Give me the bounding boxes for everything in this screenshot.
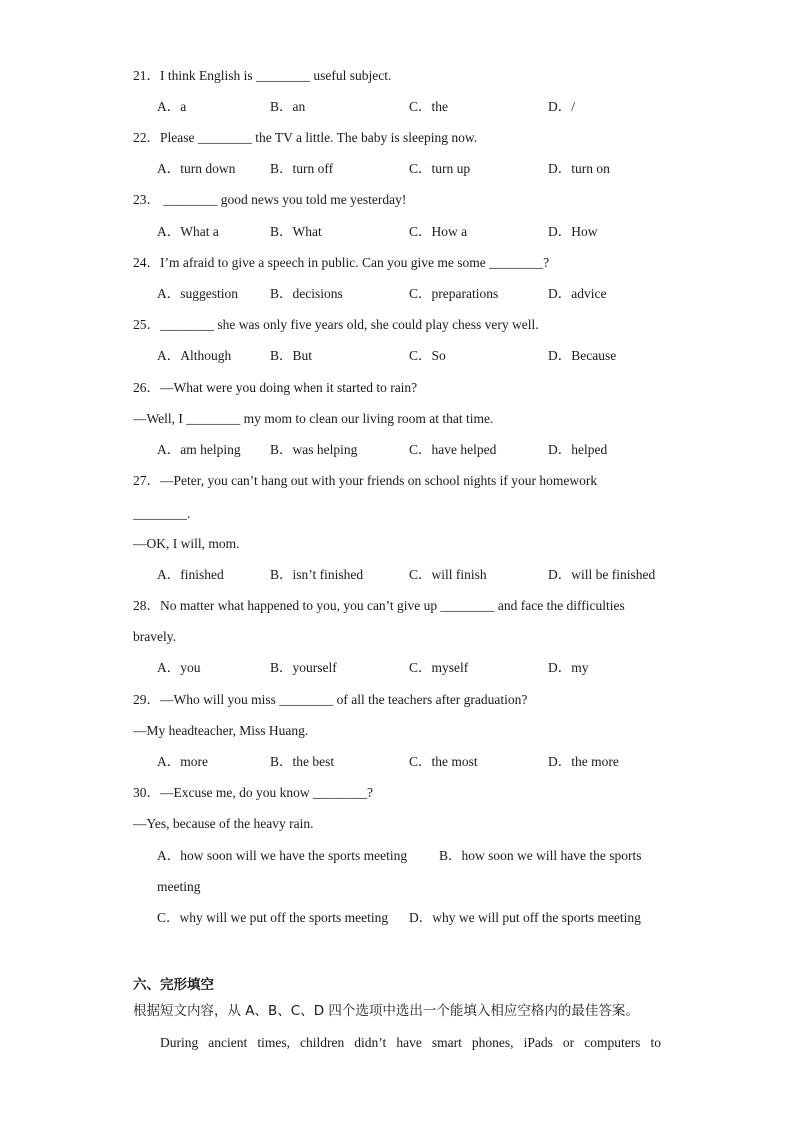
question-21-option-b: B．an xyxy=(270,99,306,114)
question-29-option-d: D．the more xyxy=(548,754,619,769)
question-27-options xyxy=(0,566,794,584)
question-27-stem: 27．—Peter, you can’t hang out with your friends on school nights if your homework xyxy=(133,473,598,488)
question-21-stem: 21．I think English is ________ useful subject. xyxy=(133,68,392,83)
question-26-options xyxy=(0,441,794,459)
question-25-option-d: D．Because xyxy=(548,348,617,363)
question-24-stem: 24．I’m afraid to give a speech in public. Can you give me some ________? xyxy=(133,255,550,270)
question-25-option-b: B．But xyxy=(270,348,313,363)
question-22-option-d: D．turn on xyxy=(548,161,610,176)
question-29-options xyxy=(0,753,794,771)
section-title: 六、完形填空 xyxy=(133,977,214,993)
question-21-option-d: D．/ xyxy=(548,99,575,114)
question-30-option-d: D．why we will put off the sports meeting xyxy=(409,910,641,925)
question-23-stem: 23． ________ good news you told me yesterday! xyxy=(133,192,407,207)
question-30-option-b: B．how soon we will have the sports xyxy=(439,848,642,863)
question-28-option-a: A．you xyxy=(157,660,201,675)
question-27-option-d: D．will be finished xyxy=(548,567,656,582)
question-23-option-d: D．How xyxy=(548,224,598,239)
question-24-option-c: C．preparations xyxy=(409,286,499,301)
question-22-option-b: B．turn off xyxy=(270,161,334,176)
question-28-stem: 28．No matter what happened to you, you can’t give up ________ and face the difficulties xyxy=(133,598,625,613)
section-instruction: 根据短文内容，从 A、B、C、D 四个选项中选出一个能填入相应空格内的最佳答案。 xyxy=(133,1003,639,1019)
question-28-options xyxy=(0,659,794,677)
question-30-options-row-3 xyxy=(0,909,794,927)
question-27-reply: —OK, I will, mom. xyxy=(133,536,240,551)
question-30-option-b-continued: meeting xyxy=(157,879,201,894)
question-22-option-c: C．turn up xyxy=(409,161,471,176)
question-21-option-c: C．the xyxy=(409,99,448,114)
question-22-option-a: A．turn down xyxy=(157,161,236,176)
question-29-stem: 29．—Who will you miss ________ of all the teachers after graduation? xyxy=(133,692,528,707)
question-28-stem-continued: bravely. xyxy=(133,629,176,644)
question-29-reply: —My headteacher, Miss Huang. xyxy=(133,723,309,738)
question-25-option-c: C．So xyxy=(409,348,446,363)
question-25-stem: 25．________ she was only five years old, she could play chess very well. xyxy=(133,317,539,332)
question-26-stem: 26．—What were you doing when it started to rain? xyxy=(133,380,418,395)
question-28-option-b: B．yourself xyxy=(270,660,337,675)
question-21-option-a: A．a xyxy=(157,99,187,114)
question-30-option-a: A．how soon will we have the sports meeting xyxy=(157,848,408,863)
question-26-reply: —Well, I ________ my mom to clean our living room at that time. xyxy=(133,411,494,426)
question-26-option-b: B．was helping xyxy=(270,442,358,457)
question-22-options xyxy=(0,160,794,178)
question-26-option-d: D．helped xyxy=(548,442,608,457)
question-21-options xyxy=(0,98,794,116)
question-30-options-row-1 xyxy=(0,847,794,865)
question-22-stem: 22．Please ________ the TV a little. The baby is sleeping now. xyxy=(133,130,478,145)
question-28-option-c: C．myself xyxy=(409,660,469,675)
question-28-option-d: D．my xyxy=(548,660,589,675)
question-23-option-a: A．What a xyxy=(157,224,219,239)
question-24-option-d: D．advice xyxy=(548,286,607,301)
question-27-option-b: B．isn’t finished xyxy=(270,567,364,582)
question-26-option-c: C．have helped xyxy=(409,442,497,457)
question-27-stem-continued: ________. xyxy=(133,506,191,521)
question-29-option-c: C．the most xyxy=(409,754,478,769)
question-29-option-a: A．more xyxy=(157,754,208,769)
question-26-option-a: A．am helping xyxy=(157,442,241,457)
passage-first-line: During ancient times, children didn’t have smart phones, iPads or computers to xyxy=(160,1035,661,1050)
question-30-stem: 30．—Excuse me, do you know ________? xyxy=(133,785,373,800)
question-29-option-b: B．the best xyxy=(270,754,335,769)
question-23-option-b: B．What xyxy=(270,224,322,239)
question-23-options xyxy=(0,223,794,241)
question-25-options xyxy=(0,347,794,365)
question-24-option-b: B．decisions xyxy=(270,286,343,301)
question-24-options xyxy=(0,285,794,303)
question-24-option-a: A．suggestion xyxy=(157,286,238,301)
question-30-options-row-2 xyxy=(0,878,794,896)
question-27-option-a: A．finished xyxy=(157,567,224,582)
question-30-reply: —Yes, because of the heavy rain. xyxy=(133,816,314,831)
question-25-option-a: A．Although xyxy=(157,348,232,363)
question-27-option-c: C．will finish xyxy=(409,567,487,582)
question-30-option-c: C．why will we put off the sports meeting xyxy=(157,910,389,925)
question-23-option-c: C．How a xyxy=(409,224,468,239)
